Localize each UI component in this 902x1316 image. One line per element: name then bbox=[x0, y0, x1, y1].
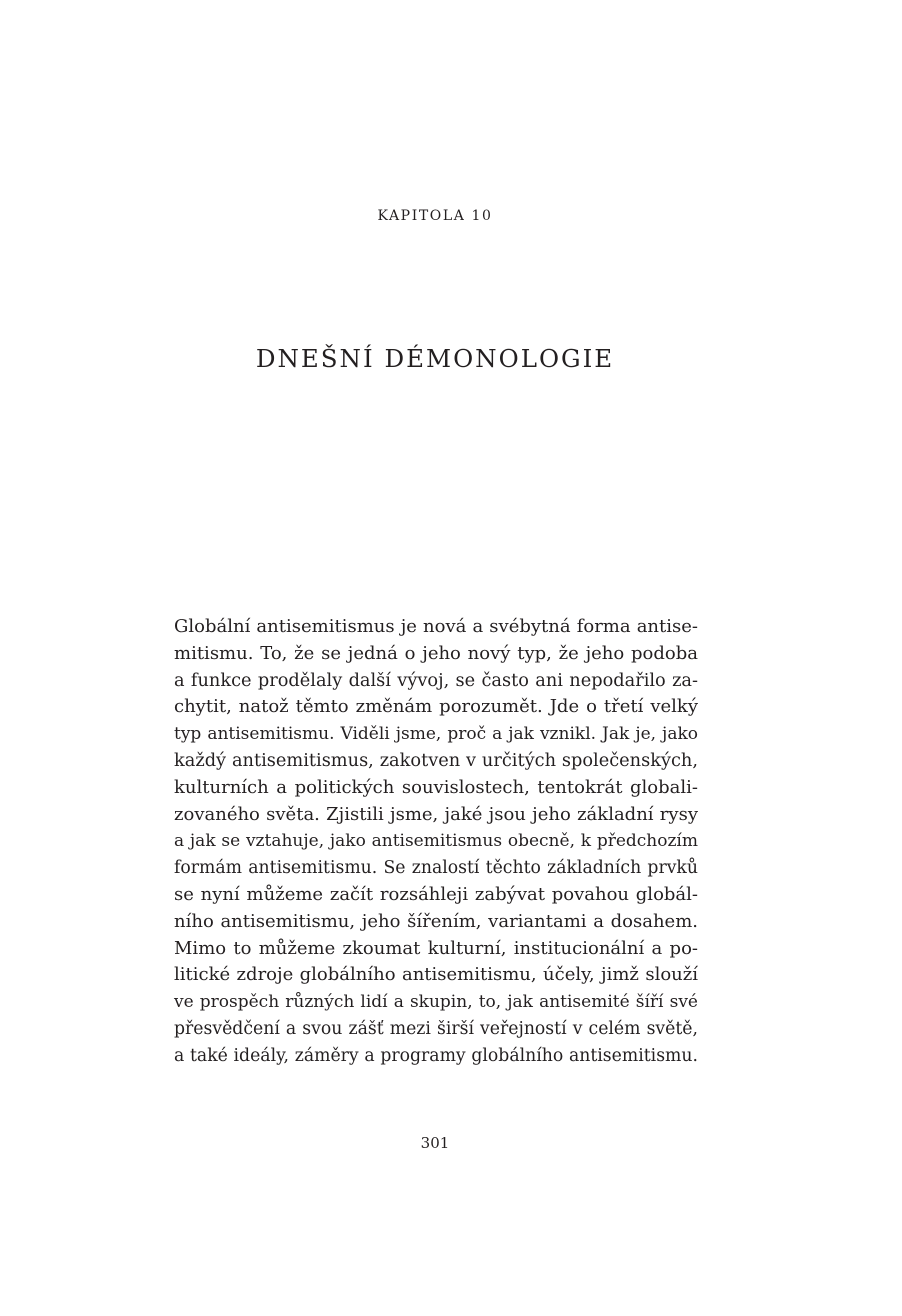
text-line: ve prospěch různých lidí a skupin, to, jak antisemité šíří své bbox=[174, 992, 698, 1013]
text-line: Mimo to můžeme zkoumat kulturní, institucionální a po- bbox=[174, 937, 698, 959]
text-line: ního antisemitismu, jeho šířením, variantami a dosahem. bbox=[174, 910, 698, 932]
text-line: zovaného světa. Zjistili jsme, jaké jsou jeho základní rysy bbox=[174, 803, 698, 825]
text-line: mitismu. To, že se jedná o jeho nový typ, že jeho podoba bbox=[174, 642, 698, 664]
text-line: každý antisemitismus, zakotven v určitých společenských, bbox=[174, 750, 698, 771]
text-line: chytit, natož těmto změnám porozumět. Jde o třetí velký bbox=[174, 696, 698, 718]
text-line: se nyní můžeme začít rozsáhleji zabývat povahou globál- bbox=[174, 883, 698, 905]
text-line: a také ideály, záměry a programy globálního antisemitismu. bbox=[174, 1045, 698, 1066]
body-paragraph bbox=[174, 614, 698, 1070]
text-line: Globální antisemitismus je nová a svébytná forma antise- bbox=[174, 616, 698, 637]
chapter-title: DNEŠNÍ DÉMONOLOGIE bbox=[255, 344, 615, 373]
chapter-label: KAPITOLA 10 bbox=[377, 208, 493, 224]
text-line: litické zdroje globálního antisemitismu, účely, jimž slouží bbox=[174, 964, 698, 986]
text-line: formám antisemitismu. Se znalostí těchto základních prvků bbox=[174, 858, 698, 879]
text-line: přesvědčení a svou zášť mezi širší veřejností v celém světě, bbox=[174, 1018, 698, 1039]
text-line: a funkce prodělaly další vývoj, se často ani nepodařilo za- bbox=[174, 670, 698, 691]
text-line: typ antisemitismu. Viděli jsme, proč a jak vznikl. Jak je, jako bbox=[174, 724, 698, 745]
page-number: 301 bbox=[420, 1134, 450, 1152]
text-line: a jak se vztahuje, jako antisemitismus obecně, k předchozím bbox=[174, 831, 698, 852]
text-line: kulturních a politických souvislostech, tentokrát globali- bbox=[174, 776, 698, 798]
